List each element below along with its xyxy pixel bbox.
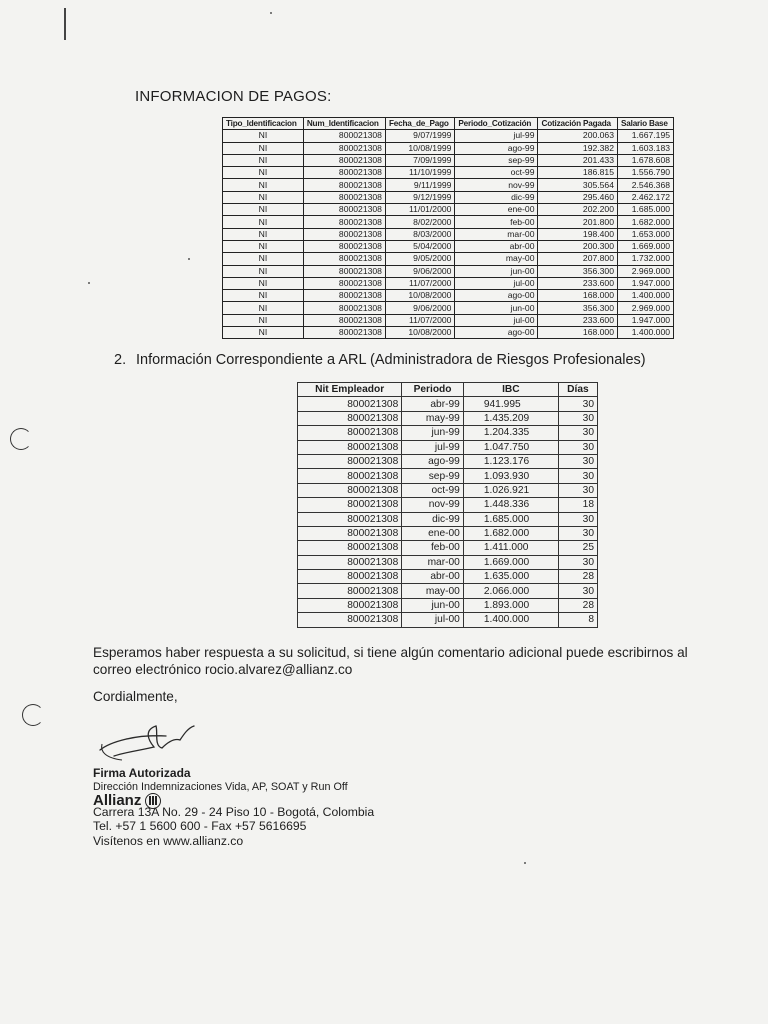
arl-cell: 1.682.000 [463,526,558,540]
arl-cell: 30 [558,411,597,425]
payments-cell: 800021308 [303,302,385,314]
payments-cell: 9/07/1999 [385,130,454,142]
payments-cell: 1.603.183 [618,142,674,154]
payments-cell: 1.667.195 [618,130,674,142]
table-row [298,598,598,612]
payments-cell: 800021308 [303,314,385,326]
payments-cell: oct-99 [455,167,538,179]
table-row [298,512,598,526]
payments-cell: NI [223,179,304,191]
closing-regards: Cordialmente, [93,689,178,704]
arl-cell: mar-00 [402,555,464,569]
arl-cell: 1.400.000 [463,613,558,627]
table-row [223,265,674,277]
payments-cell: 11/01/2000 [385,204,454,216]
arl-cell: 800021308 [298,469,402,483]
arl-header-cell: Nit Empleador [298,383,402,397]
arl-cell: 800021308 [298,598,402,612]
arl-cell: jul-00 [402,613,464,627]
payments-cell: 800021308 [303,204,385,216]
payments-cell: 800021308 [303,216,385,228]
arl-header-row [298,383,598,397]
payments-cell: 192.382 [538,142,618,154]
payments-cell: NI [223,130,304,142]
arl-cell: 800021308 [298,483,402,497]
table-row [223,179,674,191]
table-row [223,216,674,228]
payments-cell: 1.653.000 [618,228,674,240]
table-row [223,191,674,203]
payments-header-row [223,118,674,130]
payments-cell: 202.200 [538,204,618,216]
table-row [223,228,674,240]
payments-cell: NI [223,216,304,228]
arl-cell: 30 [558,483,597,497]
table-row [223,302,674,314]
table-row [223,240,674,252]
payments-cell: 2.969.000 [618,302,674,314]
arl-cell: 800021308 [298,397,402,411]
arl-cell: 2.066.000 [463,584,558,598]
arl-cell: 30 [558,555,597,569]
scan-speck [88,282,90,284]
closing-line: Esperamos haber respuesta a su solicitud, si tiene algún comentario adicional puede escribirnos al [93,645,688,660]
payments-cell: NI [223,290,304,302]
payments-cell: NI [223,327,304,339]
arl-cell: 1.635.000 [463,570,558,584]
company-website: Visítenos en www.allianz.co [93,833,244,848]
payments-cell: 800021308 [303,154,385,166]
payments-cell: 168.000 [538,290,618,302]
closing-paragraph [93,644,703,678]
table-row [298,613,598,627]
payments-cell: 5/04/2000 [385,240,454,252]
table-row [223,167,674,179]
payments-header-cell: Periodo_Cotización [455,118,538,130]
payments-cell: 9/12/1999 [385,191,454,203]
company-address: Carrera 13A No. 29 - 24 Piso 10 - Bogotá, Colombia [93,805,375,819]
payments-cell: ago-99 [455,142,538,154]
payments-cell: 800021308 [303,290,385,302]
payments-cell: 800021308 [303,130,385,142]
payments-cell: 800021308 [303,167,385,179]
arl-cell: ene-00 [402,526,464,540]
payments-cell: 800021308 [303,179,385,191]
arl-cell: 1.435.209 [463,411,558,425]
payments-cell: NI [223,204,304,216]
arl-cell: abr-99 [402,397,464,411]
arl-cell: 1.047.750 [463,440,558,454]
payments-cell: NI [223,265,304,277]
arl-cell: 1.123.176 [463,454,558,468]
payments-header-cell: Tipo_Identificacion [223,118,304,130]
arl-cell: 1.204.335 [463,426,558,440]
arl-cell: 800021308 [298,555,402,569]
payments-header-cell: Fecha_de_Pago [385,118,454,130]
arl-cell: 30 [558,397,597,411]
payments-cell: 10/08/1999 [385,142,454,154]
arl-cell: sep-99 [402,469,464,483]
payments-cell: jun-00 [455,302,538,314]
payments-header-cell: Cotización Pagada [538,118,618,130]
arl-header-cell: Días [558,383,597,397]
table-row [298,469,598,483]
arl-cell: 941.995 [463,397,558,411]
table-row [298,498,598,512]
arl-cell: jul-99 [402,440,464,454]
payments-cell: ene-00 [455,204,538,216]
table-row [298,526,598,540]
table-row [223,314,674,326]
payments-cell: 1.682.000 [618,216,674,228]
payments-cell: 207.800 [538,253,618,265]
arl-cell: nov-99 [402,498,464,512]
payments-cell: NI [223,154,304,166]
arl-cell: may-99 [402,411,464,425]
arl-cell: 800021308 [298,512,402,526]
arl-cell: 30 [558,454,597,468]
arl-cell: 1.448.336 [463,498,558,512]
arl-cell: may-00 [402,584,464,598]
arl-cell: 30 [558,526,597,540]
payments-cell: 1.678.608 [618,154,674,166]
payments-cell: nov-99 [455,179,538,191]
table-row [223,154,674,166]
arl-cell: abr-00 [402,570,464,584]
scan-speck [188,258,190,260]
payments-cell: NI [223,302,304,314]
arl-cell: 800021308 [298,454,402,468]
payments-cell: dic-99 [455,191,538,203]
payments-cell: NI [223,240,304,252]
arl-cell: 1.411.000 [463,541,558,555]
payments-cell: 2.969.000 [618,265,674,277]
arl-cell: 8 [558,613,597,627]
arl-cell: 800021308 [298,498,402,512]
closing-email-line: correo electrónico rocio.alvarez@allianz.co [93,662,353,677]
table-row [298,397,598,411]
payments-cell: 800021308 [303,228,385,240]
payments-cell: feb-00 [455,216,538,228]
punch-hole-mark [10,428,32,450]
payments-header-cell: Num_Identificacion [303,118,385,130]
payments-cell: 8/03/2000 [385,228,454,240]
payments-cell: 201.433 [538,154,618,166]
table-row [223,253,674,265]
payments-cell: 186.815 [538,167,618,179]
payments-cell: 1.400.000 [618,327,674,339]
payments-cell: 1.685.000 [618,204,674,216]
scan-edge-mark [64,8,66,40]
payments-cell: 1.400.000 [618,290,674,302]
payments-cell: 10/08/2000 [385,290,454,302]
arl-cell: 1.893.000 [463,598,558,612]
arl-cell: 1.026.921 [463,483,558,497]
table-row [223,204,674,216]
payments-cell: 2.462.172 [618,191,674,203]
payments-cell: 800021308 [303,327,385,339]
table-row [298,454,598,468]
payments-cell: jul-00 [455,277,538,289]
payments-cell: abr-00 [455,240,538,252]
arl-cell: 800021308 [298,411,402,425]
arl-cell: feb-00 [402,541,464,555]
payments-cell: 200.300 [538,240,618,252]
signature-department: Dirección Indemnizaciones Vida, AP, SOAT y Run Off [93,781,348,793]
payments-cell: 800021308 [303,265,385,277]
payments-cell: 7/09/1999 [385,154,454,166]
arl-section-text: Información Correspondiente a ARL (Administradora de Riesgos Profesionales) [136,352,646,368]
payments-cell: jul-99 [455,130,538,142]
payments-cell: 200.063 [538,130,618,142]
punch-hole-mark [22,704,44,726]
payments-cell: 9/05/2000 [385,253,454,265]
table-row [298,555,598,569]
arl-cell: 800021308 [298,570,402,584]
payments-cell: 168.000 [538,327,618,339]
payments-table-body [223,130,674,339]
arl-table-body [298,397,598,627]
table-row [223,290,674,302]
arl-cell: 28 [558,570,597,584]
table-row [298,483,598,497]
payments-header-cell: Salario Base [618,118,674,130]
payments-cell: 233.600 [538,277,618,289]
scan-speck [270,12,272,14]
table-row [298,440,598,454]
payments-cell: 11/10/1999 [385,167,454,179]
arl-cell: jun-99 [402,426,464,440]
payments-cell: 800021308 [303,142,385,154]
table-row [298,426,598,440]
payments-cell: 1.556.790 [618,167,674,179]
arl-header-cell: Periodo [402,383,464,397]
arl-cell: jun-00 [402,598,464,612]
payments-cell: jun-00 [455,265,538,277]
arl-cell: 25 [558,541,597,555]
scan-speck [524,862,526,864]
table-row [223,327,674,339]
contact-block [93,805,374,848]
payments-cell: mar-00 [455,228,538,240]
payments-cell: 356.300 [538,302,618,314]
payments-cell: 1.732.000 [618,253,674,265]
company-name: Allianz [93,792,142,809]
payments-cell: 10/08/2000 [385,327,454,339]
payments-cell: 9/06/2000 [385,302,454,314]
payments-cell: 9/11/1999 [385,179,454,191]
arl-cell: ago-99 [402,454,464,468]
signature-title: Firma Autorizada [93,766,191,780]
table-row [223,142,674,154]
payments-title: INFORMACION DE PAGOS: [135,88,332,105]
arl-cell: 800021308 [298,440,402,454]
payments-cell: 11/07/2000 [385,314,454,326]
arl-cell: 800021308 [298,584,402,598]
payments-cell: ago-00 [455,290,538,302]
arl-cell: 30 [558,512,597,526]
table-row [298,584,598,598]
arl-cell: oct-99 [402,483,464,497]
payments-cell: NI [223,167,304,179]
arl-cell: 28 [558,598,597,612]
payments-cell: 11/07/2000 [385,277,454,289]
arl-section-number: 2. [114,352,127,368]
payments-cell: NI [223,277,304,289]
table-row [223,277,674,289]
table-row [223,130,674,142]
payments-cell: 800021308 [303,277,385,289]
table-row [298,570,598,584]
arl-cell: 30 [558,426,597,440]
payments-cell: 356.300 [538,265,618,277]
payments-cell: ago-00 [455,327,538,339]
arl-header-cell: IBC [463,383,558,397]
payments-cell: 9/06/2000 [385,265,454,277]
arl-cell: dic-99 [402,512,464,526]
payments-cell: 198.400 [538,228,618,240]
payments-cell: 800021308 [303,253,385,265]
payments-cell: NI [223,142,304,154]
arl-cell: 30 [558,440,597,454]
arl-cell: 18 [558,498,597,512]
payments-cell: 800021308 [303,240,385,252]
payments-cell: 1.669.000 [618,240,674,252]
table-row [298,411,598,425]
company-phone: Tel. +57 1 5600 600 - Fax +57 5616695 [93,819,307,834]
payments-cell: 2.546.368 [618,179,674,191]
arl-cell: 800021308 [298,541,402,555]
payments-cell: NI [223,253,304,265]
payments-cell: 233.600 [538,314,618,326]
arl-cell: 800021308 [298,526,402,540]
payments-cell: jul-00 [455,314,538,326]
arl-cell: 1.669.000 [463,555,558,569]
handwritten-signature [96,716,206,766]
payments-cell: 1.947.000 [618,277,674,289]
arl-table [297,382,598,628]
arl-cell: 30 [558,584,597,598]
payments-cell: NI [223,191,304,203]
arl-cell: 800021308 [298,426,402,440]
payments-cell: 8/02/2000 [385,216,454,228]
payments-cell: 295.460 [538,191,618,203]
table-row [298,541,598,555]
arl-cell: 800021308 [298,613,402,627]
payments-cell: may-00 [455,253,538,265]
payments-cell: 201.800 [538,216,618,228]
payments-cell: 1.947.000 [618,314,674,326]
arl-cell: 1.093.930 [463,469,558,483]
arl-cell: 30 [558,469,597,483]
payments-cell: NI [223,228,304,240]
arl-cell: 1.685.000 [463,512,558,526]
payments-cell: 305.564 [538,179,618,191]
payments-cell: NI [223,314,304,326]
payments-table [222,117,674,339]
payments-cell: sep-99 [455,154,538,166]
arl-section-title [114,352,646,368]
payments-cell: 800021308 [303,191,385,203]
